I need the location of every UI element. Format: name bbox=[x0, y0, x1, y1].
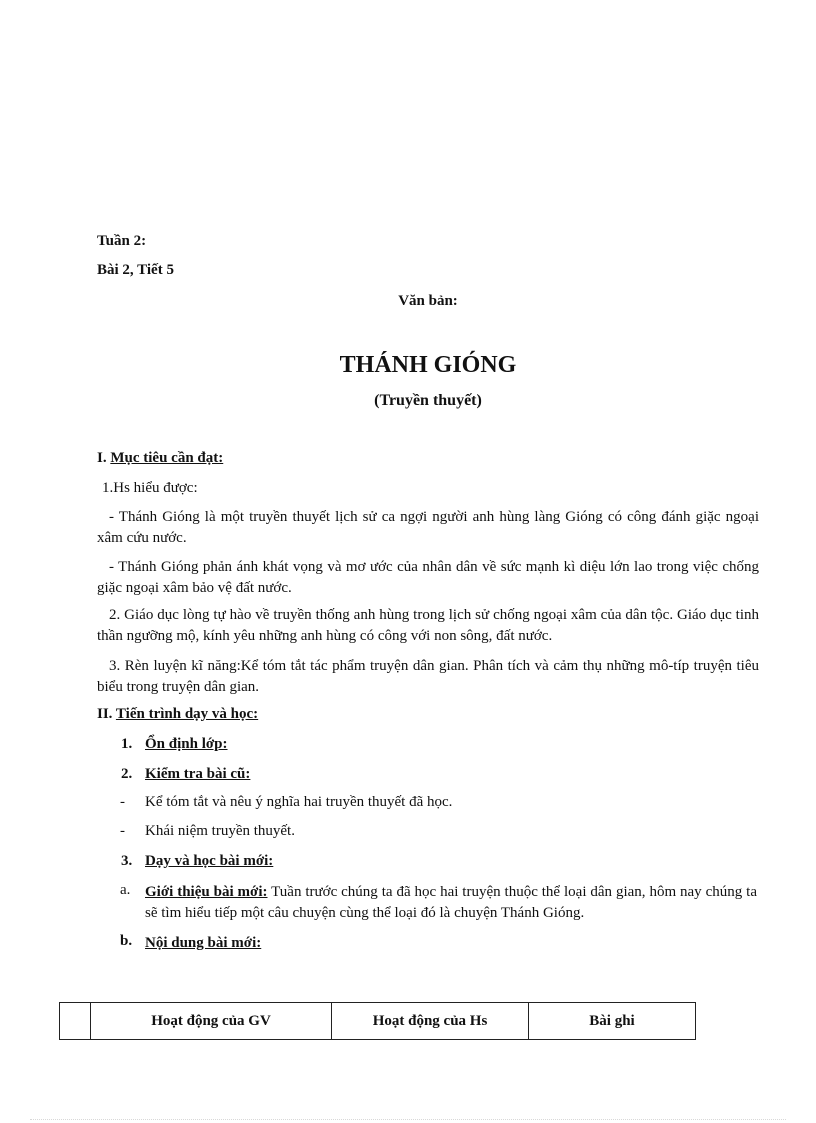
section-2-numeral: II. bbox=[97, 706, 113, 722]
section-1-numeral: I. bbox=[97, 450, 107, 466]
sub-a-label: a. bbox=[120, 882, 131, 898]
objective-paragraph-d: 3. Rèn luyện kĩ năng:Kể tóm tắt tác phẩm truyện dân gian. Phân tích và cảm thụ những mô-típ truyện tiêu biểu trong truyện dân gian. bbox=[97, 658, 759, 695]
item-3-heading: Dạy và học bài mới: bbox=[145, 853, 274, 869]
item-1-number: 1. bbox=[121, 736, 133, 752]
bullet-1-dash: - bbox=[120, 794, 125, 810]
table-header-notes: Bài ghi bbox=[529, 1003, 696, 1040]
objective-paragraph-c: 2. Giáo dục lòng tự hào về truyền thống anh hùng trong lịch sử chống ngoại xâm của dân tộc. Giáo dục tinh thần ngưỡng mộ, kính yêu những anh hùng có công với non sông, đất nước. bbox=[97, 607, 759, 644]
section-2-title: Tiến trình dạy và học: bbox=[115, 706, 259, 722]
item-2-heading: Kiểm tra bài cũ: bbox=[145, 766, 251, 782]
sub-b-label: b. bbox=[120, 933, 133, 949]
table-header-row bbox=[60, 1003, 696, 1040]
section-1-heading bbox=[97, 450, 223, 467]
sub-a-text: Tuần trước chúng ta đã học hai truyện thuộc thể loại dân gian, hôm nay chúng ta sẽ tìm hiểu tiếp một câu chuyện cùng thể loại đó là chuyện Thánh Gióng. bbox=[145, 884, 757, 921]
bullet-2-dash: - bbox=[120, 823, 125, 839]
sub-b-heading: Nội dung bài mới: bbox=[145, 935, 262, 951]
section-2-heading bbox=[97, 706, 258, 723]
section-1-title: Mục tiêu cần đạt: bbox=[110, 450, 224, 466]
table-header-teacher: Hoạt động của GV bbox=[91, 1003, 332, 1040]
sub-a-paragraph bbox=[145, 882, 757, 924]
page-bottom-divider bbox=[30, 1119, 786, 1120]
item-2-number: 2. bbox=[121, 766, 133, 782]
sub-a-heading: Giới thiệu bài mới: bbox=[145, 884, 268, 900]
objective-paragraph-a: - Thánh Gióng là một truyền thuyết lịch sử ca ngợi người anh hùng làng Gióng có công đánh giặc ngoại xâm cứu nước. bbox=[97, 509, 759, 546]
text-type-label: Văn bản: bbox=[398, 293, 458, 309]
bullet-1-text: Kể tóm tắt và nêu ý nghĩa hai truyền thuyết đã học. bbox=[145, 794, 453, 810]
lesson-label: Bài 2, Tiết 5 bbox=[97, 262, 174, 278]
objective-paragraph-b: - Thánh Gióng phản ánh khát vọng và mơ ước của nhân dân về sức mạnh kì diệu lớn lao trong việc chống giặc ngoại xâm bảo vệ đất nước. bbox=[97, 559, 759, 596]
table-header-blank bbox=[60, 1003, 91, 1040]
page-subtitle: (Truyền thuyết) bbox=[374, 392, 482, 409]
bullet-2-text: Khái niệm truyền thuyết. bbox=[145, 823, 295, 839]
table-header-student: Hoạt động của Hs bbox=[332, 1003, 529, 1040]
lesson-table bbox=[59, 1002, 696, 1040]
hs-understand-line: 1.Hs hiểu được: bbox=[102, 480, 198, 496]
item-3-number: 3. bbox=[121, 853, 133, 869]
item-1-heading: Ổn định lớp: bbox=[145, 736, 228, 752]
page-title: THÁNH GIÓNG bbox=[339, 352, 517, 378]
week-label: Tuần 2: bbox=[97, 233, 147, 249]
